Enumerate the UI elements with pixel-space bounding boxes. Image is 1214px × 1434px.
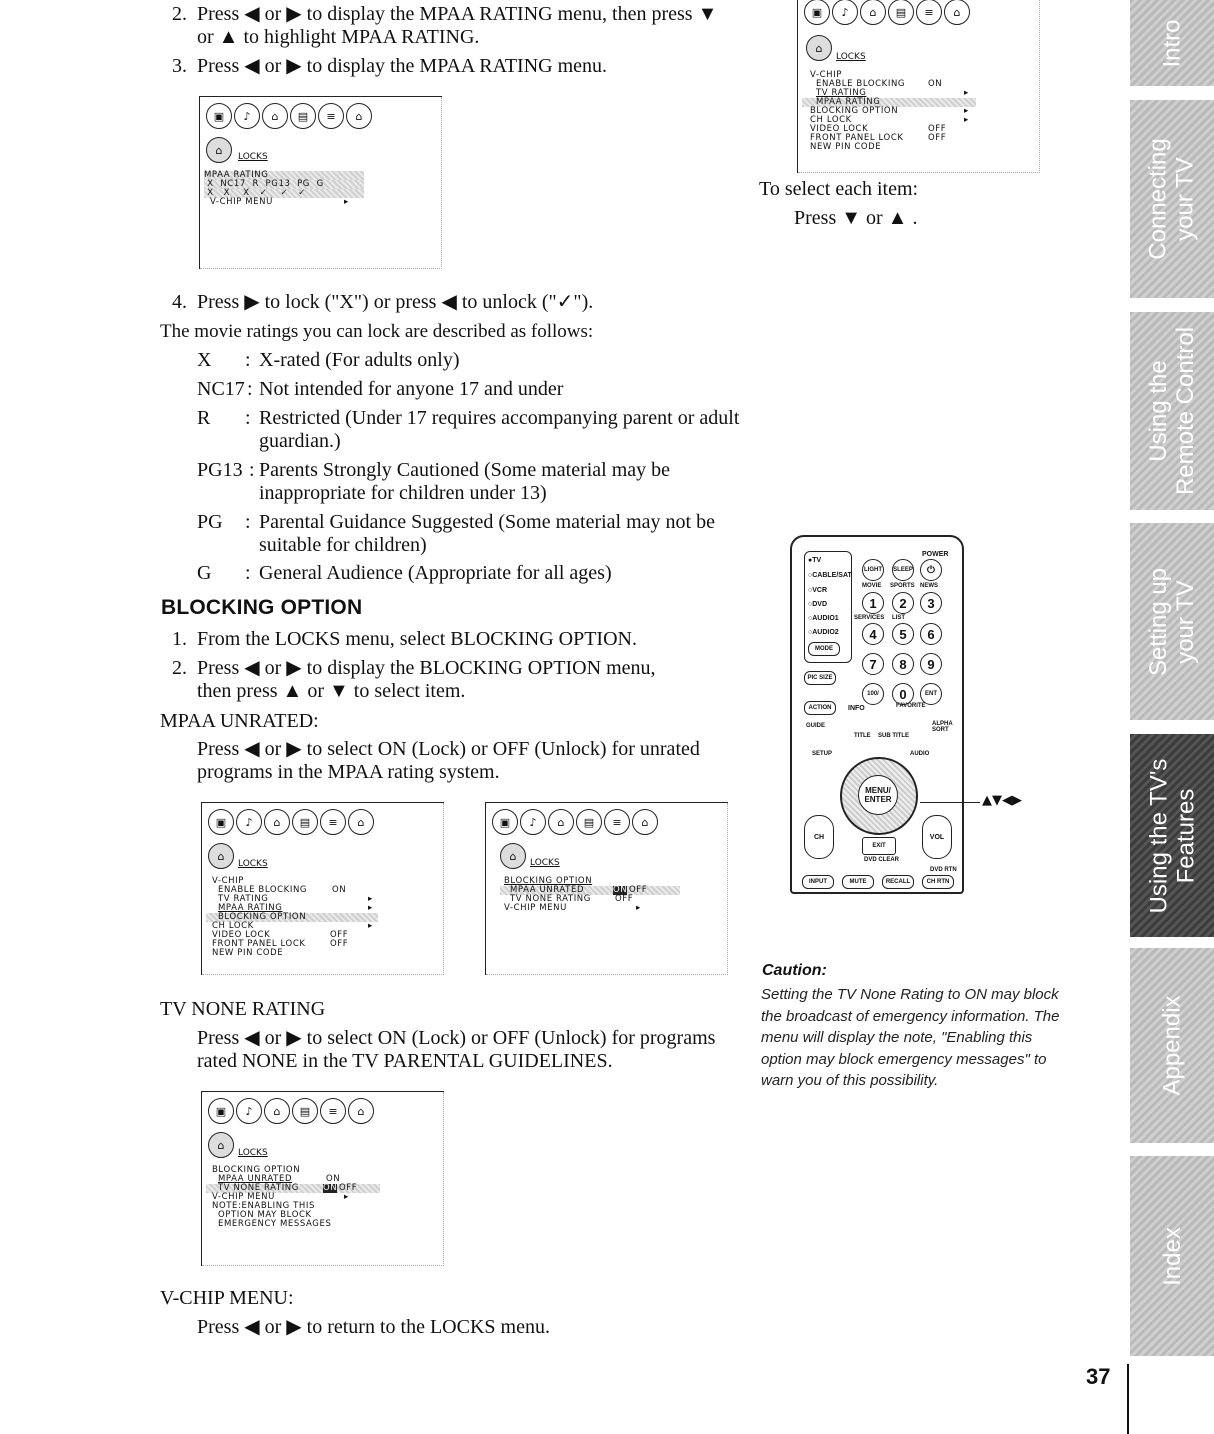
vchip-menu-screen-left: ▣ ♪ ⌂ ▤ ≡ ⌂ ⌂ LOCKS V-CHIP ENABLE BLOCKING ON TV RATING ▸ MPAA RATING ▸ BLOCKING OPTION CH LOCK ▸ VIDEO LOCK OFF FRONT PANEL LOCK OFF NEW PIN CODE bbox=[201, 802, 444, 975]
arrow-right-icon: ▸ bbox=[344, 1192, 349, 1202]
step-2-top: 2. Press ◀ or ▶ to display the MPAA RATING menu, then press ▼ or ▲ to highlight MPAA RATING. bbox=[160, 3, 730, 49]
locks-selected-icon: ⌂ bbox=[208, 843, 234, 869]
setup-icon: ⌂ bbox=[264, 809, 290, 835]
arrow-right-icon: ▸ bbox=[964, 106, 969, 116]
arrows-callout-label: ▲▼◀▶ bbox=[982, 793, 1022, 808]
step-3-top: 3. Press ◀ or ▶ to display the MPAA RATING menu. bbox=[160, 55, 730, 78]
page-number-rule bbox=[1127, 1364, 1129, 1434]
arrow-right-icon: ▸ bbox=[964, 88, 969, 98]
arrows-callout-line bbox=[920, 802, 980, 803]
locks-label: LOCKS bbox=[238, 152, 268, 162]
audio-icon: ♪ bbox=[236, 1098, 262, 1124]
locks-icon: ⌂ bbox=[348, 1098, 374, 1124]
tab-connecting-your-tv[interactable]: Connecting your TV bbox=[1130, 100, 1214, 298]
mpaa-unrated-title: MPAA UNRATED: bbox=[160, 710, 319, 732]
menu-line-mpaa: MPAA RATING bbox=[204, 171, 364, 180]
rating-x: X : X-rated (For adults only) bbox=[197, 349, 460, 371]
locks-selected-icon: ⌂ bbox=[500, 843, 526, 869]
step-2-line2: or ▲ to highlight MPAA RATING. bbox=[197, 26, 480, 48]
applications-icon: ▤ bbox=[292, 1098, 318, 1124]
menu-line-vchip: V-CHIP MENU bbox=[210, 197, 273, 207]
menu-line-ratings: X NC17 R PG13 PG G bbox=[204, 180, 364, 189]
tab-appendix[interactable]: Appendix bbox=[1130, 948, 1214, 1143]
menu-line-marks: X X X ✓ ✓ ✓ bbox=[204, 189, 364, 198]
page-number: 37 bbox=[1086, 1364, 1111, 1389]
power-icon: ⏻ bbox=[920, 559, 942, 581]
arrow-right-icon: ▸ bbox=[368, 921, 373, 931]
picture-icon: ▣ bbox=[804, 0, 830, 25]
tab-using-remote-control[interactable]: Using the Remote Control bbox=[1130, 312, 1214, 510]
preferences-icon: ≡ bbox=[318, 103, 344, 129]
vchip-menu-text: Press ◀ or ▶ to return to the LOCKS menu. bbox=[197, 1316, 550, 1338]
setup-icon: ⌂ bbox=[264, 1098, 290, 1124]
tab-setting-up-your-tv[interactable]: Setting up your TV bbox=[1130, 523, 1214, 720]
locks-icon: ⌂ bbox=[346, 103, 372, 129]
preferences-icon: ≡ bbox=[320, 1098, 346, 1124]
rating-pg: PG : Parental Guidance Suggested (Some material may not be suitable for children) bbox=[197, 511, 715, 556]
picture-icon: ▣ bbox=[208, 1098, 234, 1124]
step-2-line1: Press ◀ or ▶ to display the MPAA RATING menu, then press ▼ bbox=[197, 3, 718, 25]
mpaa-unrated-text: Press ◀ or ▶ to select ON (Lock) or OFF (Unlock) for unrated programs in the MPAA rating system. bbox=[197, 738, 700, 783]
mpaa-rating-screen bbox=[199, 96, 442, 269]
locks-selected-icon: ⌂ bbox=[208, 1132, 234, 1158]
arrow-right-icon: ▸ bbox=[368, 894, 373, 904]
rating-nc17: NC17 : Not intended for anyone 17 and under bbox=[197, 378, 564, 400]
blocking-option-heading: BLOCKING OPTION bbox=[161, 596, 363, 619]
select-item-line1: To select each item: bbox=[759, 178, 919, 200]
picture-icon: ▣ bbox=[206, 103, 232, 129]
step-4: 4. Press ▶ to lock ("X") or press ◀ to unlock ("✓"). bbox=[172, 291, 594, 313]
audio-icon: ♪ bbox=[236, 809, 262, 835]
ratings-intro: The movie ratings you can lock are described as follows: bbox=[160, 321, 594, 342]
picture-icon: ▣ bbox=[208, 809, 234, 835]
picture-icon: ▣ bbox=[492, 809, 518, 835]
arrow-right-icon: ▸ bbox=[344, 197, 349, 207]
select-item-line2: Press ▼ or ▲ . bbox=[794, 207, 918, 229]
rating-r: R : Restricted (Under 17 requires accompanying parent or adult guardian.) bbox=[197, 407, 740, 452]
preferences-icon: ≡ bbox=[916, 0, 942, 25]
tab-index[interactable]: Index bbox=[1130, 1156, 1214, 1356]
applications-icon: ▤ bbox=[290, 103, 316, 129]
arrow-right-icon: ▸ bbox=[964, 115, 969, 125]
locks-selected-icon: ⌂ bbox=[806, 35, 832, 61]
locks-icon: ⌂ bbox=[632, 809, 658, 835]
tab-using-tvs-features[interactable]: Using the TV's Features bbox=[1130, 734, 1214, 937]
audio-icon: ♪ bbox=[234, 103, 260, 129]
vchip-menu-screen-right: ▣ ♪ ⌂ ▤ ≡ ⌂ ⌂ LOCKS V-CHIP ENABLE BLOCKING ON TV RATING ▸ MPAA RATING BLOCKING OPTION ▸ CH LOCK ▸ VIDEO LOCK OFF FRONT PANEL LOCK OFF NEW PIN CODE bbox=[797, 0, 1040, 173]
caution-text: Setting the TV None Rating to ON may block the broadcast of emergency information. The menu will display the note, "Enabling this option may block emergency messages" to warn you of this possibility. bbox=[761, 986, 1060, 1089]
blocking-option-screen-b: ▣ ♪ ⌂ ▤ ≡ ⌂ ⌂ LOCKS BLOCKING OPTION MPAA UNRATED ON TV NONE RATING ON OFF V-CHIP MENU ▸ NOTE:ENABLING THIS OPTION MAY BLOCK EMERGENCY MESSAGES bbox=[201, 1091, 444, 1266]
rating-g: G : General Audience (Appropriate for all ages) bbox=[197, 562, 612, 584]
arrow-right-icon: ▸ bbox=[636, 903, 641, 913]
preferences-icon: ≡ bbox=[604, 809, 630, 835]
tab-intro[interactable]: Intro bbox=[1130, 0, 1214, 86]
preferences-icon: ≡ bbox=[320, 809, 346, 835]
remote-control-illustration: POWER ●TV ○CABLE/SAT ○VCR ○DVD ○AUDIO1 ○AUDIO2 MODE LIGHT SLEEP ⏻ MOVIE SPORTS NEWS 1 2 3 SERVICES LIST 4 5 6 7 8 9 PIC SIZE 100/ 0 ENT ACTION INFO FAVORITE GUIDE TITLE SUB TITLE ALPHA SORT SETUP AUDIO MENU/ ENTER CH VOL EXIT DVD CLEAR DVD RTN INPUT MUTE RECALL CH RTN bbox=[790, 535, 964, 894]
locks-icon: ⌂ bbox=[944, 0, 970, 25]
locks-icon: ⌂ bbox=[348, 809, 374, 835]
setup-icon: ⌂ bbox=[262, 103, 288, 129]
blocking-option-screen-a: ▣ ♪ ⌂ ▤ ≡ ⌂ ⌂ LOCKS BLOCKING OPTION MPAA UNRATED ON OFF TV NONE RATING OFF V-CHIP MENU ▸ bbox=[485, 802, 728, 975]
applications-icon: ▤ bbox=[576, 809, 602, 835]
rating-pg13: PG13 : Parents Strongly Cautioned (Some material may be inappropriate for children under 13) bbox=[197, 459, 671, 504]
audio-icon: ♪ bbox=[520, 809, 546, 835]
locks-selected-icon: ⌂ bbox=[206, 137, 232, 163]
menu-icons bbox=[206, 103, 372, 129]
applications-icon: ▤ bbox=[888, 0, 914, 25]
tv-none-text: Press ◀ or ▶ to select ON (Lock) or OFF (Unlock) for programs rated NONE in the TV PARENTAL GUIDELINES. bbox=[197, 1027, 716, 1072]
audio-icon: ♪ bbox=[832, 0, 858, 25]
setup-icon: ⌂ bbox=[548, 809, 574, 835]
blocking-step-2: 2. Press ◀ or ▶ to display the BLOCKING OPTION menu, then press ▲ or ▼ to select item. bbox=[172, 657, 656, 702]
step-3-line1: Press ◀ or ▶ to display the MPAA RATING menu. bbox=[197, 55, 608, 77]
vchip-menu-title: V-CHIP MENU: bbox=[160, 1287, 294, 1309]
setup-icon: ⌂ bbox=[860, 0, 886, 25]
arrow-right-icon: ▸ bbox=[368, 903, 373, 913]
tv-none-title: TV NONE RATING bbox=[160, 998, 326, 1020]
caution-heading: Caution: bbox=[762, 962, 827, 979]
applications-icon: ▤ bbox=[292, 809, 318, 835]
blocking-step-1: 1. From the LOCKS menu, select BLOCKING OPTION. bbox=[172, 628, 637, 650]
